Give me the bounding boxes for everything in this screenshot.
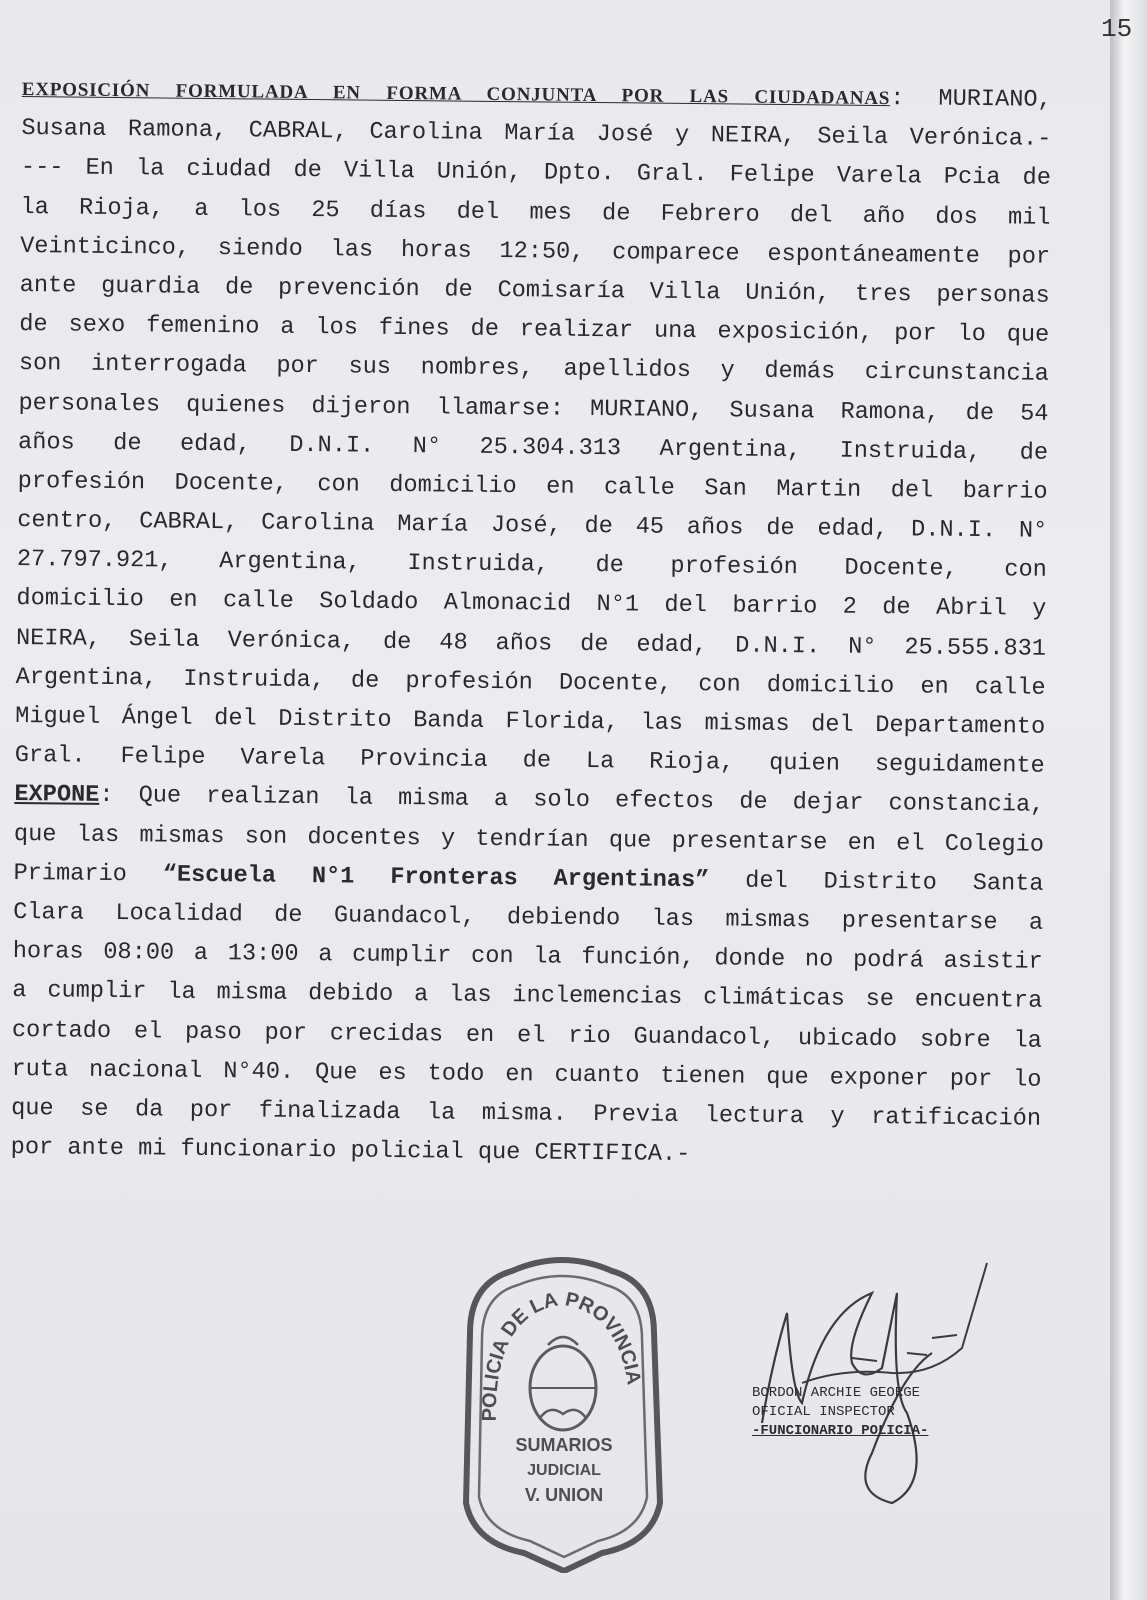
stamp-line-1: SUMARIOS <box>515 1435 613 1455</box>
text-line: años de edad, D.N.I. N° 25.304.313 Argentina, Instruida, de <box>17 428 1049 467</box>
title-line-2: Susana Ramona, CABRAL, Carolina María José y NEIRA, Seila Verónica.- <box>21 115 1052 153</box>
expone-text: : Que realizan la misma a solo efectos de dejar constancia, <box>99 782 1045 820</box>
rising-sun-icon <box>548 1337 578 1345</box>
signature-stroke-tail <box>802 1263 987 1383</box>
closing-line: por ante mi funcionario policial que CERTIFICA.- <box>10 1134 691 1169</box>
stamp-line-2: JUDICIAL <box>527 1462 601 1479</box>
document-title: EXPOSICIÓN FORMULADA EN FORMA CONJUNTA POR LAS CIUDADANAS <box>21 78 891 110</box>
text-line: a cumplir la misma debido a las inclemencias climáticas se encuentra <box>12 977 1043 1016</box>
text-line: horas 08:00 a 13:00 a cumplir con la función, donde no podrá asistir <box>12 938 1043 976</box>
school-line-before: Primario <box>13 859 163 889</box>
text-line: profesión Docente, con domicilio en calle San Martin del barrio <box>17 467 1048 506</box>
text-line: Argentina, Instruida, de profesión Docente, con domicilio en calle <box>15 663 1046 702</box>
text-line: personales quienes dijeron llamarse: MURIANO, Susana Ramona, de 54 <box>18 389 1049 428</box>
school-name: “Escuela N°1 Fronteras Argentinas” <box>162 861 710 894</box>
stamp-line-3: V. UNION <box>524 1485 604 1505</box>
text-line: ruta nacional N°40. Que es todo en cuanto tienen que exponer por lo <box>11 1055 1042 1094</box>
text-line: domicilio en calle Soldado Almonacid N°1 del barrio 2 de Abril y <box>16 585 1047 624</box>
school-line-after: del Distrito Santa <box>709 866 1044 898</box>
text-line: Veinticinco, siendo las horas 12:50, comparece espontáneamente por <box>20 232 1051 271</box>
text-line: que las mismas son docentes y tendrían que presentarse en el Colegio <box>13 820 1045 859</box>
signature-stroke-dashes <box>852 1335 957 1361</box>
officer-name: BORDON ARCHIE GEORGE <box>752 1385 921 1401</box>
officer-rank: OFICIAL INSPECTOR <box>752 1404 895 1420</box>
text-line: centro, CABRAL, Carolina María José, de 45 años de edad, D.N.I. N° <box>17 507 1048 545</box>
text-line: son interrogada por sus nombres, apellidos y demás circunstancia <box>18 350 1050 389</box>
stamp-arc-text: POLICIA DE LA PROVINCIA <box>478 1287 645 1422</box>
text-line: que se da por finalizada la misma. Previa lectura y ratificación <box>10 1094 1042 1133</box>
clasped-hands-icon <box>540 1410 586 1418</box>
text-line: ante guardia de prevención de Comisaría Villa Unión, tres personas <box>19 271 1050 310</box>
title-continuation: : MURIANO, <box>890 85 1052 114</box>
officer-role: -FUNCIONARIO POLICIA- <box>752 1423 929 1439</box>
police-stamp <box>452 1253 672 1573</box>
signature-block <box>752 1384 928 1441</box>
text-line: cortado el paso por crecidas en el rio Guandacol, ubicado sobre la <box>11 1016 1043 1055</box>
expone-label: EXPONE <box>14 781 100 810</box>
text-line: Miguel Ángel del Distrito Banda Florida, las mismas del Departamento <box>15 702 1046 741</box>
text-line: 27.797.921, Argentina, Instruida, de profesión Docente, con <box>16 546 1047 585</box>
text-line: Clara Localidad de Guandacol, debiendo las mismas presentarse a <box>13 898 1044 937</box>
text-line: --- En la ciudad de Villa Unión, Dpto. Gral. Felipe Varela Pcia de <box>20 154 1052 193</box>
statement-body <box>11 70 1052 1178</box>
text-line: de sexo femenino a los fines de realizar una exposición, por lo que <box>19 311 1050 349</box>
page-edge <box>1110 0 1147 1600</box>
page-number: 15 <box>1101 14 1133 44</box>
text-line: NEIRA, Seila Verónica, de 48 años de edad, D.N.I. N° 25.555.831 <box>15 624 1047 663</box>
text-line: la Rioja, a los 25 días del mes de Febrero del año dos mil <box>20 193 1051 232</box>
text-line: Gral. Felipe Varela Provincia de La Rioja, quien seguidamente <box>14 742 1045 780</box>
